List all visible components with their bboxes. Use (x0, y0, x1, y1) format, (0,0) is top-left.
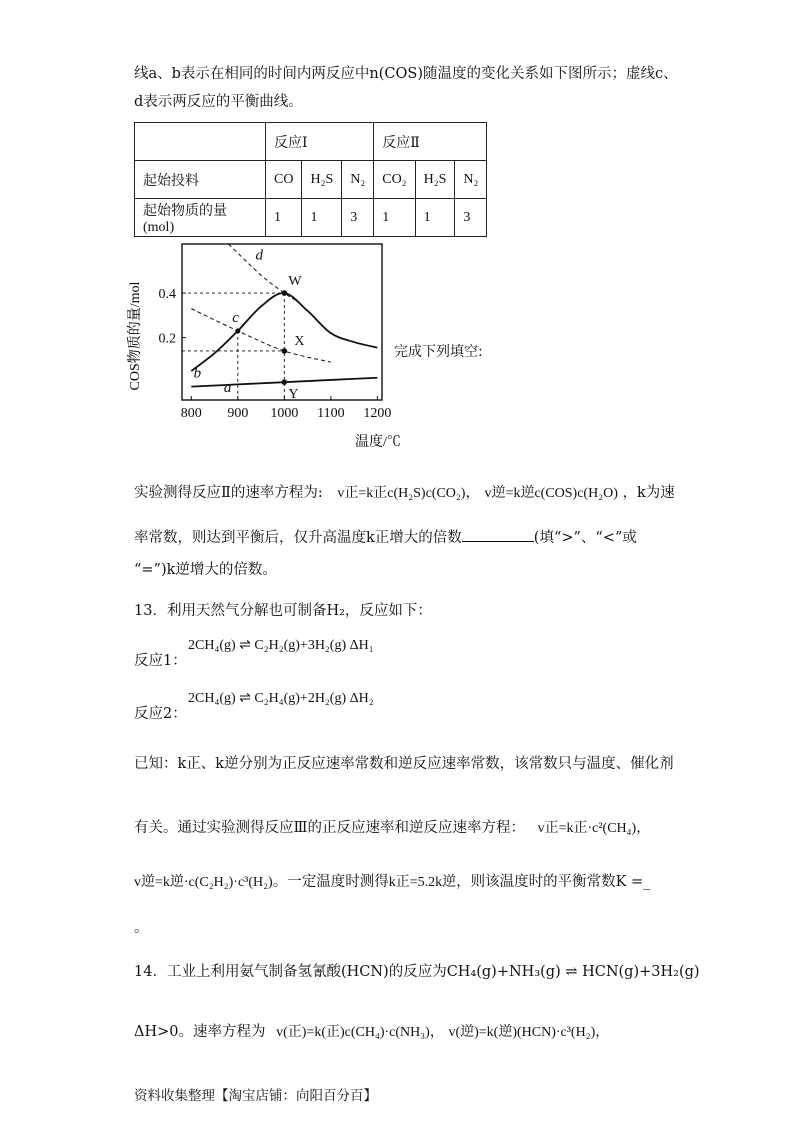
series-a-label: a (223, 380, 232, 397)
x-tick-label: 1000 (270, 406, 299, 421)
table-row (135, 199, 487, 237)
q13-reaction-1-label: 反应1： (134, 653, 187, 669)
series-c-label: c (232, 310, 239, 326)
q13-k-relation: k正=5.2k逆 (388, 875, 457, 890)
point-X (282, 348, 288, 354)
x-tick-label: 1100 (317, 406, 345, 421)
answer-blank[interactable] (462, 541, 534, 542)
table-cell: 1 (302, 199, 342, 237)
q13-forward-rate: v正=k正·c²(CH₄)， (537, 821, 651, 836)
table-header-reaction-2: 反应Ⅱ (374, 123, 487, 161)
point-X-label: X (294, 333, 305, 349)
rate-line-2-text: 率常数，则达到平衡后，仅升高温度k正增大的倍数 (134, 530, 462, 546)
table-cell: 1 (266, 199, 302, 237)
table-cell: CO₂ (374, 161, 415, 199)
y-tick-label: 0.2 (158, 331, 176, 347)
intro-line-2: d表示两反应的平衡曲线。 (134, 94, 303, 110)
table-row-label: 起始物质的量(mol) (135, 199, 266, 237)
point-Y-label: Y (288, 387, 299, 403)
q14-forward-rate: v(正)=k(正)c(CH₄)·c(NH₃)， (276, 1025, 444, 1040)
feed-table (134, 122, 487, 237)
table-cell: 1 (374, 199, 415, 237)
side-note: 完成下列填空: (394, 344, 483, 360)
rate-line-1: 实验测得反应Ⅱ的速率方程为: v正=k正c(H₂S)c(CO₂)， v逆=k逆c(COS)c(H₂O) ，k为速 (134, 485, 675, 501)
q13-line-3 (134, 872, 650, 893)
x-tick-label: 800 (180, 406, 202, 421)
point-Y (282, 379, 288, 385)
chart-x-label: 温度/℃ (355, 435, 401, 450)
rate-line-1-text: 实验测得反应Ⅱ的速率方程为: (134, 485, 323, 501)
rate-forward-equation: v正=k正c(H₂S)c(CO₂) (337, 486, 466, 501)
q14-reverse-rate: v(逆)=k(逆)(HCN)·c³(H₂)， (448, 1025, 610, 1040)
table-cell: CO (266, 161, 302, 199)
table-cell: N₂ (342, 161, 374, 199)
rate-line-2 (134, 528, 637, 548)
q14-title: 14．工业上利用氨气制备氢氰酸(HCN)的反应为CH₄(g)+NH₃(g) ⇌ HCN(g)+3H₂(g) (134, 964, 700, 980)
q13-reverse-rate: v逆=k逆·c(C₂H₂)·c³(H₂) (134, 875, 273, 890)
rate-reverse-equation: v逆=k逆c(COS)c(H₂O) (484, 486, 618, 501)
q13-reaction-1-equation: 2CH₄(g) ⇌ C₂H₂(g)+3H₂(g) ΔH₁ (188, 638, 374, 653)
q13-line-3-end: ，则该温度时的平衡常数K =_ (456, 874, 651, 890)
footer-note: 资料收集整理【淘宝店铺：向阳百分百】 (134, 1088, 377, 1104)
table-row (135, 123, 487, 161)
table-cell: N₂ (455, 161, 487, 199)
q13-known: 已知：k正、k逆分别为正反应速率常数和逆反应速率常数，该常数只与温度、催化剂 (134, 756, 674, 772)
table-cell (135, 123, 266, 161)
q13-reaction-2-label: 反应2： (134, 706, 187, 722)
table-cell: H₂S (302, 161, 342, 199)
table-header-reaction-1: 反应Ⅰ (266, 123, 374, 161)
rate-line-2-post: (填“>”、“<”或 (533, 530, 637, 546)
table-cell: 1 (415, 199, 455, 237)
chart-y-label: COS物质的量/mol (128, 281, 143, 391)
y-tick-label: 0.4 (158, 287, 176, 303)
q13-line-3-mid: 。一定温度时测得 (272, 874, 389, 890)
rate-line-3: “=”)k逆增大的倍数。 (134, 562, 277, 578)
q13-title: 13．利用天然气分解也可制备H₂，反应如下： (134, 603, 432, 619)
q13-line-4: 。 (134, 920, 149, 936)
table-cell: H₂S (415, 161, 455, 199)
intersection-point (235, 328, 240, 333)
table-cell: 3 (455, 199, 487, 237)
intro-line-1: 线a、b表示在相同的时间内两反应中n(COS)随温度的变化关系如下图所示；虚线c、 (134, 66, 678, 82)
series-d-label: d (255, 247, 263, 264)
q13-line-2-text: 有关。通过实验测得反应Ⅲ的正反应速率和逆反应速率方程： (134, 820, 525, 836)
table-row-label: 起始投料 (135, 161, 266, 199)
x-tick-label: 1200 (363, 406, 392, 421)
series-b-label: b (193, 365, 202, 382)
point-W (282, 290, 288, 296)
q14-line-2 (134, 1022, 609, 1043)
table-row (135, 161, 487, 199)
point-W-label: W (288, 274, 302, 290)
q14-line-2-text: ΔH>0。速率方程为 (134, 1024, 266, 1040)
q13-line-2 (134, 818, 650, 839)
x-tick-label: 900 (227, 406, 249, 421)
q13-reaction-2-equation: 2CH₄(g) ⇌ C₂H₄(g)+2H₂(g) ΔH₂ (188, 691, 374, 706)
rate-line-1-post: ，k为速 (622, 485, 675, 501)
table-cell: 3 (342, 199, 374, 237)
plot-frame (182, 244, 382, 403)
cos-temperature-chart (112, 236, 402, 450)
